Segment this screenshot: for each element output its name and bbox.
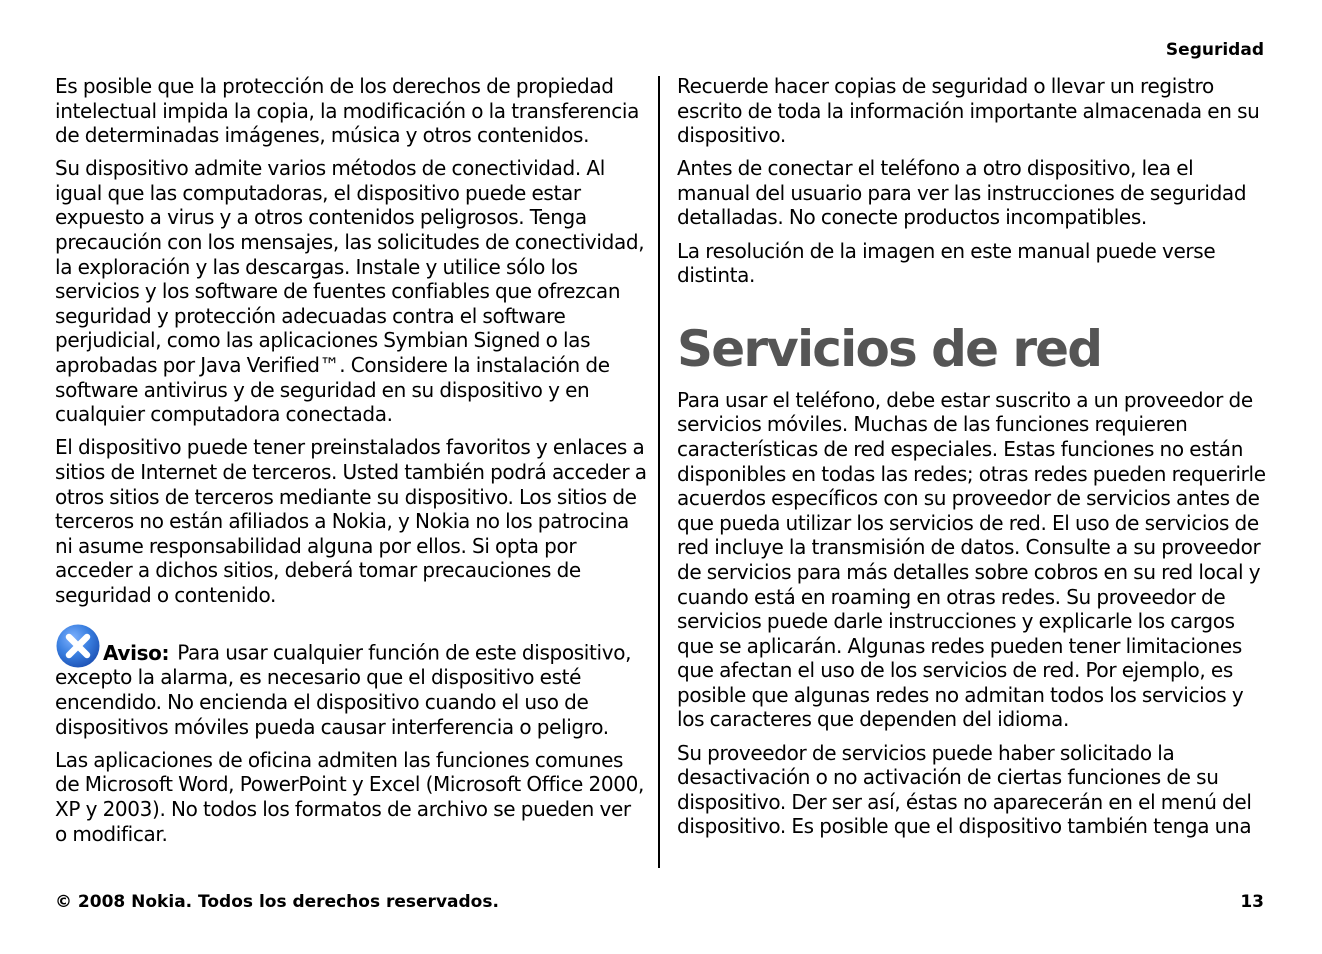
warning-x-icon: [55, 623, 101, 669]
paragraph-image-resolution: La resolución de la imagen en este manual puede verse distinta.: [677, 238, 1216, 288]
paragraph-network-services: Para usar el teléfono, debe estar suscrito a un proveedor de servicios móviles. Muchas de las funciones requieren características de red especiales. Estas funciones no están disponibles en todas las redes; otras redes pueden requerirle acuerdos específicos con su proveedor de servicios antes de que pueda utilizar los servicios de red. El uso de servicios de red incluye la transmisión de datos. Consulte a su proveedor de servicios para más detalles sobre cobros en su red local y cuando está en roaming en otras redes. Su proveedor de servicios puede darle instrucciones y explicarle los cargos que se aplicarán. Algunas redes pueden tener limitaciones que afectan el uso de los servicios de red. Por ejemplo, es posible que algunas redes no admitan todos los servicios y los caracteres que dependen del idioma.: [677, 387, 1266, 732]
paragraph-connectivity: Su dispositivo admite varios métodos de conectividad. Al igual que las computadoras, el dispositivo puede estar expuesto a virus y a otros contenidos peligrosos. Tenga precaución con los mensajes, las solicitudes de conectividad, la exploración y las descargas. Instale y utilice sólo los servicios y los software de fuentes confiables que ofrezcan seguridad y protección adecuadas contra el software perjudicial, como las aplicaciones Symbian Signed o las aprobadas por Java Verified™. Considere la instalación de software antivirus y de seguridad en su dispositivo y en cualquier computadora conectada.: [55, 156, 645, 427]
page-number: 13: [1240, 892, 1264, 912]
paragraph-backup: Recuerde hacer copias de seguridad o llevar un registro escrito de toda la información importante almacenada en su dispositivo.: [677, 74, 1260, 148]
paragraph-office-apps: Las aplicaciones de oficina admiten las funciones comunes de Microsoft Word, PowerPoint y Excel (Microsoft Office 2000, XP y 2003). No todos los formatos de archivo se pueden ver o modificar.: [55, 747, 644, 846]
section-title: Servicios de red: [677, 319, 1102, 378]
paragraph-connect-device: Antes de conectar el teléfono a otro dispositivo, lea el manual del usuario para ver las instrucciones de seguridad detalladas. No conecte productos incompatibles.: [677, 156, 1247, 230]
warning-label: Aviso:: [103, 640, 170, 665]
warning-text: Para usar cualquier función de este dispositivo, excepto la alarma, es necesario que el dispositivo esté encendido. No encienda el dispositivo cuando el uso de dispositivos móviles pueda causar interferencia o peligro.: [55, 640, 632, 739]
footer-copyright: © 2008 Nokia. Todos los derechos reservados.: [55, 892, 499, 912]
paragraph-provider-features: Su proveedor de servicios puede haber solicitado la desactivación o no activación de ciertas funciones de su dispositivo. Der ser así, éstas no aparecerán en el menú del dispositivo. Es posible que el dispositivo también tenga una: [677, 740, 1252, 839]
running-header: Seguridad: [1165, 40, 1264, 60]
paragraph-third-party-sites: El dispositivo puede tener preinstalados favoritos y enlaces a sitios de Internet de terceros. Usted también podrá acceder a otros sitios de terceros mediante su dispositivo. Los sitios de terceros no están afiliados a Nokia, y Nokia no los patrocina ni asume responsabilidad alguna por ellos. Si opta por acceder a dichos sitios, deberá tomar precauciones de seguridad o contenido.: [55, 435, 647, 607]
column-divider: [658, 76, 660, 868]
paragraph-copyright-protection: Es posible que la protección de los derechos de propiedad intelectual impida la copia, la modificación o la transferencia de determinadas imágenes, música y otros contenidos.: [55, 74, 640, 148]
right-column: [677, 74, 1267, 847]
left-column: [55, 74, 647, 855]
warning-notice: [55, 623, 647, 739]
